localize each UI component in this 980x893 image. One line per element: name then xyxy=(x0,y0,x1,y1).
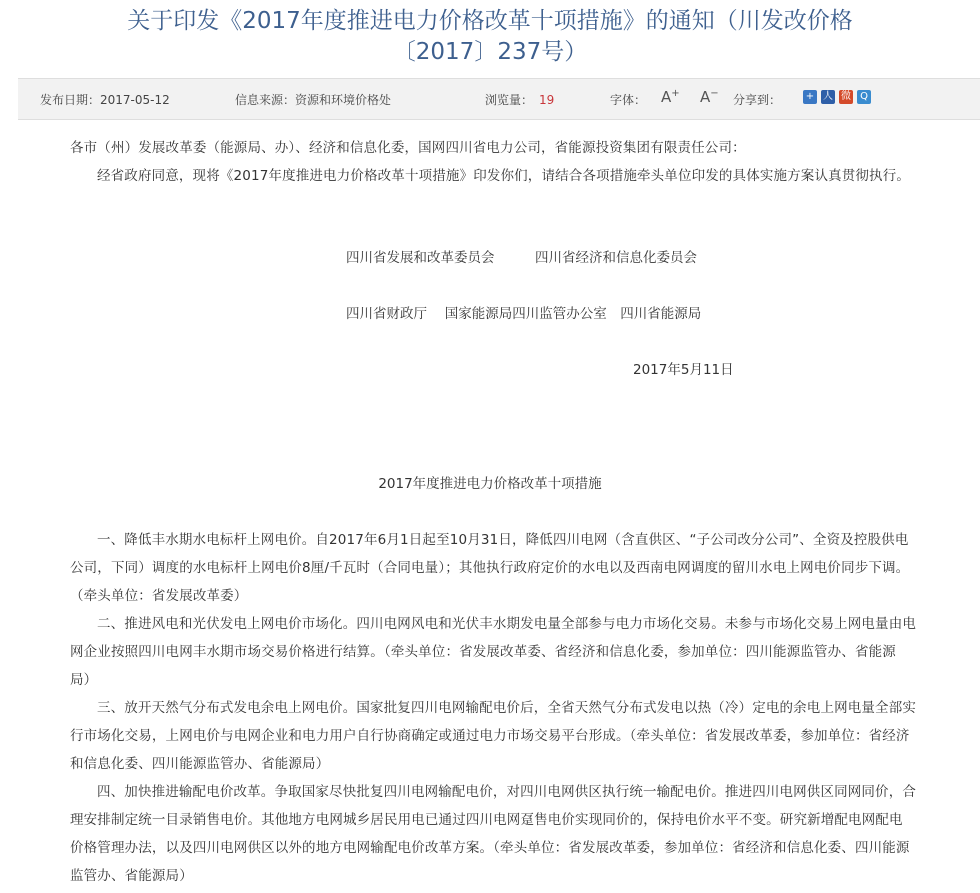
view-count-value: 19 xyxy=(539,93,555,107)
document-title xyxy=(60,6,920,68)
info-source xyxy=(235,91,391,108)
measure-item: 三、放开天然气分布式发电余电上网电价。国家批复四川电网输配电价后，全省天然气分布式发电以热（冷）定电的余电上网电量全部实行市场化交易，上网电价与电网企业和电力用户自行协商确定或通过电力市场交易平台形成。（牵头单位：省发展改革委，参加单位：省经济和信息化委、四川能源监管办、省能源局） xyxy=(70,700,916,772)
salutation: 各市（州）发展改革委（能源局、办）、经济和信息化委，国网四川省电力公司，省能源投资集团有限责任公司： xyxy=(70,140,746,156)
measures-list xyxy=(70,526,916,890)
intro-block xyxy=(70,134,916,190)
share-icons xyxy=(803,90,871,104)
view-count-label: 浏览量： xyxy=(485,93,534,107)
share-qzone-icon[interactable]: Q xyxy=(857,90,871,104)
share-person-icon[interactable]: 人 xyxy=(823,91,833,102)
signature-line-1: 四川省发展和改革委员会 四川省经济和信息化委员会 xyxy=(346,250,697,266)
measure-item: 四、加快推进输配电价改革。争取国家尽快批复四川电网输配电价，对四川电网供区执行统一输配电价。推进四川电网供区同网同价，合理安排制定统一目录销售电价。其他地方电网城乡居民用电已通过四川电网趸售电价实现同价的，保持电价水平不变。研究新增配电网配电价格管理办法，以及四川电网供区以外的地方电网输配电价改革方案。（牵头单位：省发展改革委，参加单位：省经济和信息化委、四川能源监管办、省能源局） xyxy=(70,784,916,884)
info-source-value: 资源和环境价格处 xyxy=(295,93,392,107)
info-source-label: 信息来源： xyxy=(235,93,296,107)
title-line-2: 〔2017〕237号） xyxy=(392,39,588,65)
intro-paragraph: 经省政府同意，现将《2017年度推进电力价格改革十项措施》印发你们，请结合各项措施牵头单位印发的具体实施方案认真贯彻执行。 xyxy=(97,168,911,184)
publish-date xyxy=(40,91,170,108)
signature-line-2: 四川省财政厅 国家能源局四川监管办公室 四川省能源局 xyxy=(346,306,702,322)
publish-date-value: 2017-05-12 xyxy=(100,93,170,107)
font-decrease-sup: − xyxy=(710,88,719,99)
font-decrease-glyph: A xyxy=(700,88,711,106)
share-weibo-icon[interactable]: 微 xyxy=(841,91,851,102)
publish-date-label: 发布日期： xyxy=(40,93,101,107)
issue-date: 2017年5月11日 xyxy=(633,362,734,378)
font-size-label: 字体： xyxy=(610,93,647,107)
title-line-1: 关于印发《2017年度推进电力价格改革十项措施》的通知（川发改价格 xyxy=(127,8,853,34)
font-increase-sup: + xyxy=(671,88,680,99)
view-count xyxy=(485,91,554,108)
measure-item: 一、降低丰水期水电标杆上网电价。自2017年6月1日起至10月31日，降低四川电网（含直供区、“子公司改分公司”、全资及控股供电公司，下同）调度的水电标杆上网电价8厘/千瓦时（合同电量）；其他执行政府定价的水电以及西南电网调度的留川水电上网电价同步下调。（牵头单位：省发展改革委） xyxy=(70,532,910,604)
font-increase-glyph: A xyxy=(661,88,672,106)
share-label: 分享到： xyxy=(733,93,782,107)
share-plus-icon[interactable]: + xyxy=(803,90,817,104)
font-decrease-button[interactable] xyxy=(700,88,719,106)
font-increase-button[interactable] xyxy=(661,88,680,106)
measure-item: 二、推进风电和光伏发电上网电价市场化。四川电网风电和光伏丰水期发电量全部参与电力市场化交易。未参与市场化交易上网电量由电网企业按照四川电网丰水期市场交易价格进行结算。（牵头单位：省发展改革委、省经济和信息化委，参加单位：四川能源监管办、省能源局） xyxy=(70,616,916,688)
meta-bar xyxy=(18,78,980,120)
measures-subtitle: 2017年度推进电力价格改革十项措施 xyxy=(378,476,602,492)
